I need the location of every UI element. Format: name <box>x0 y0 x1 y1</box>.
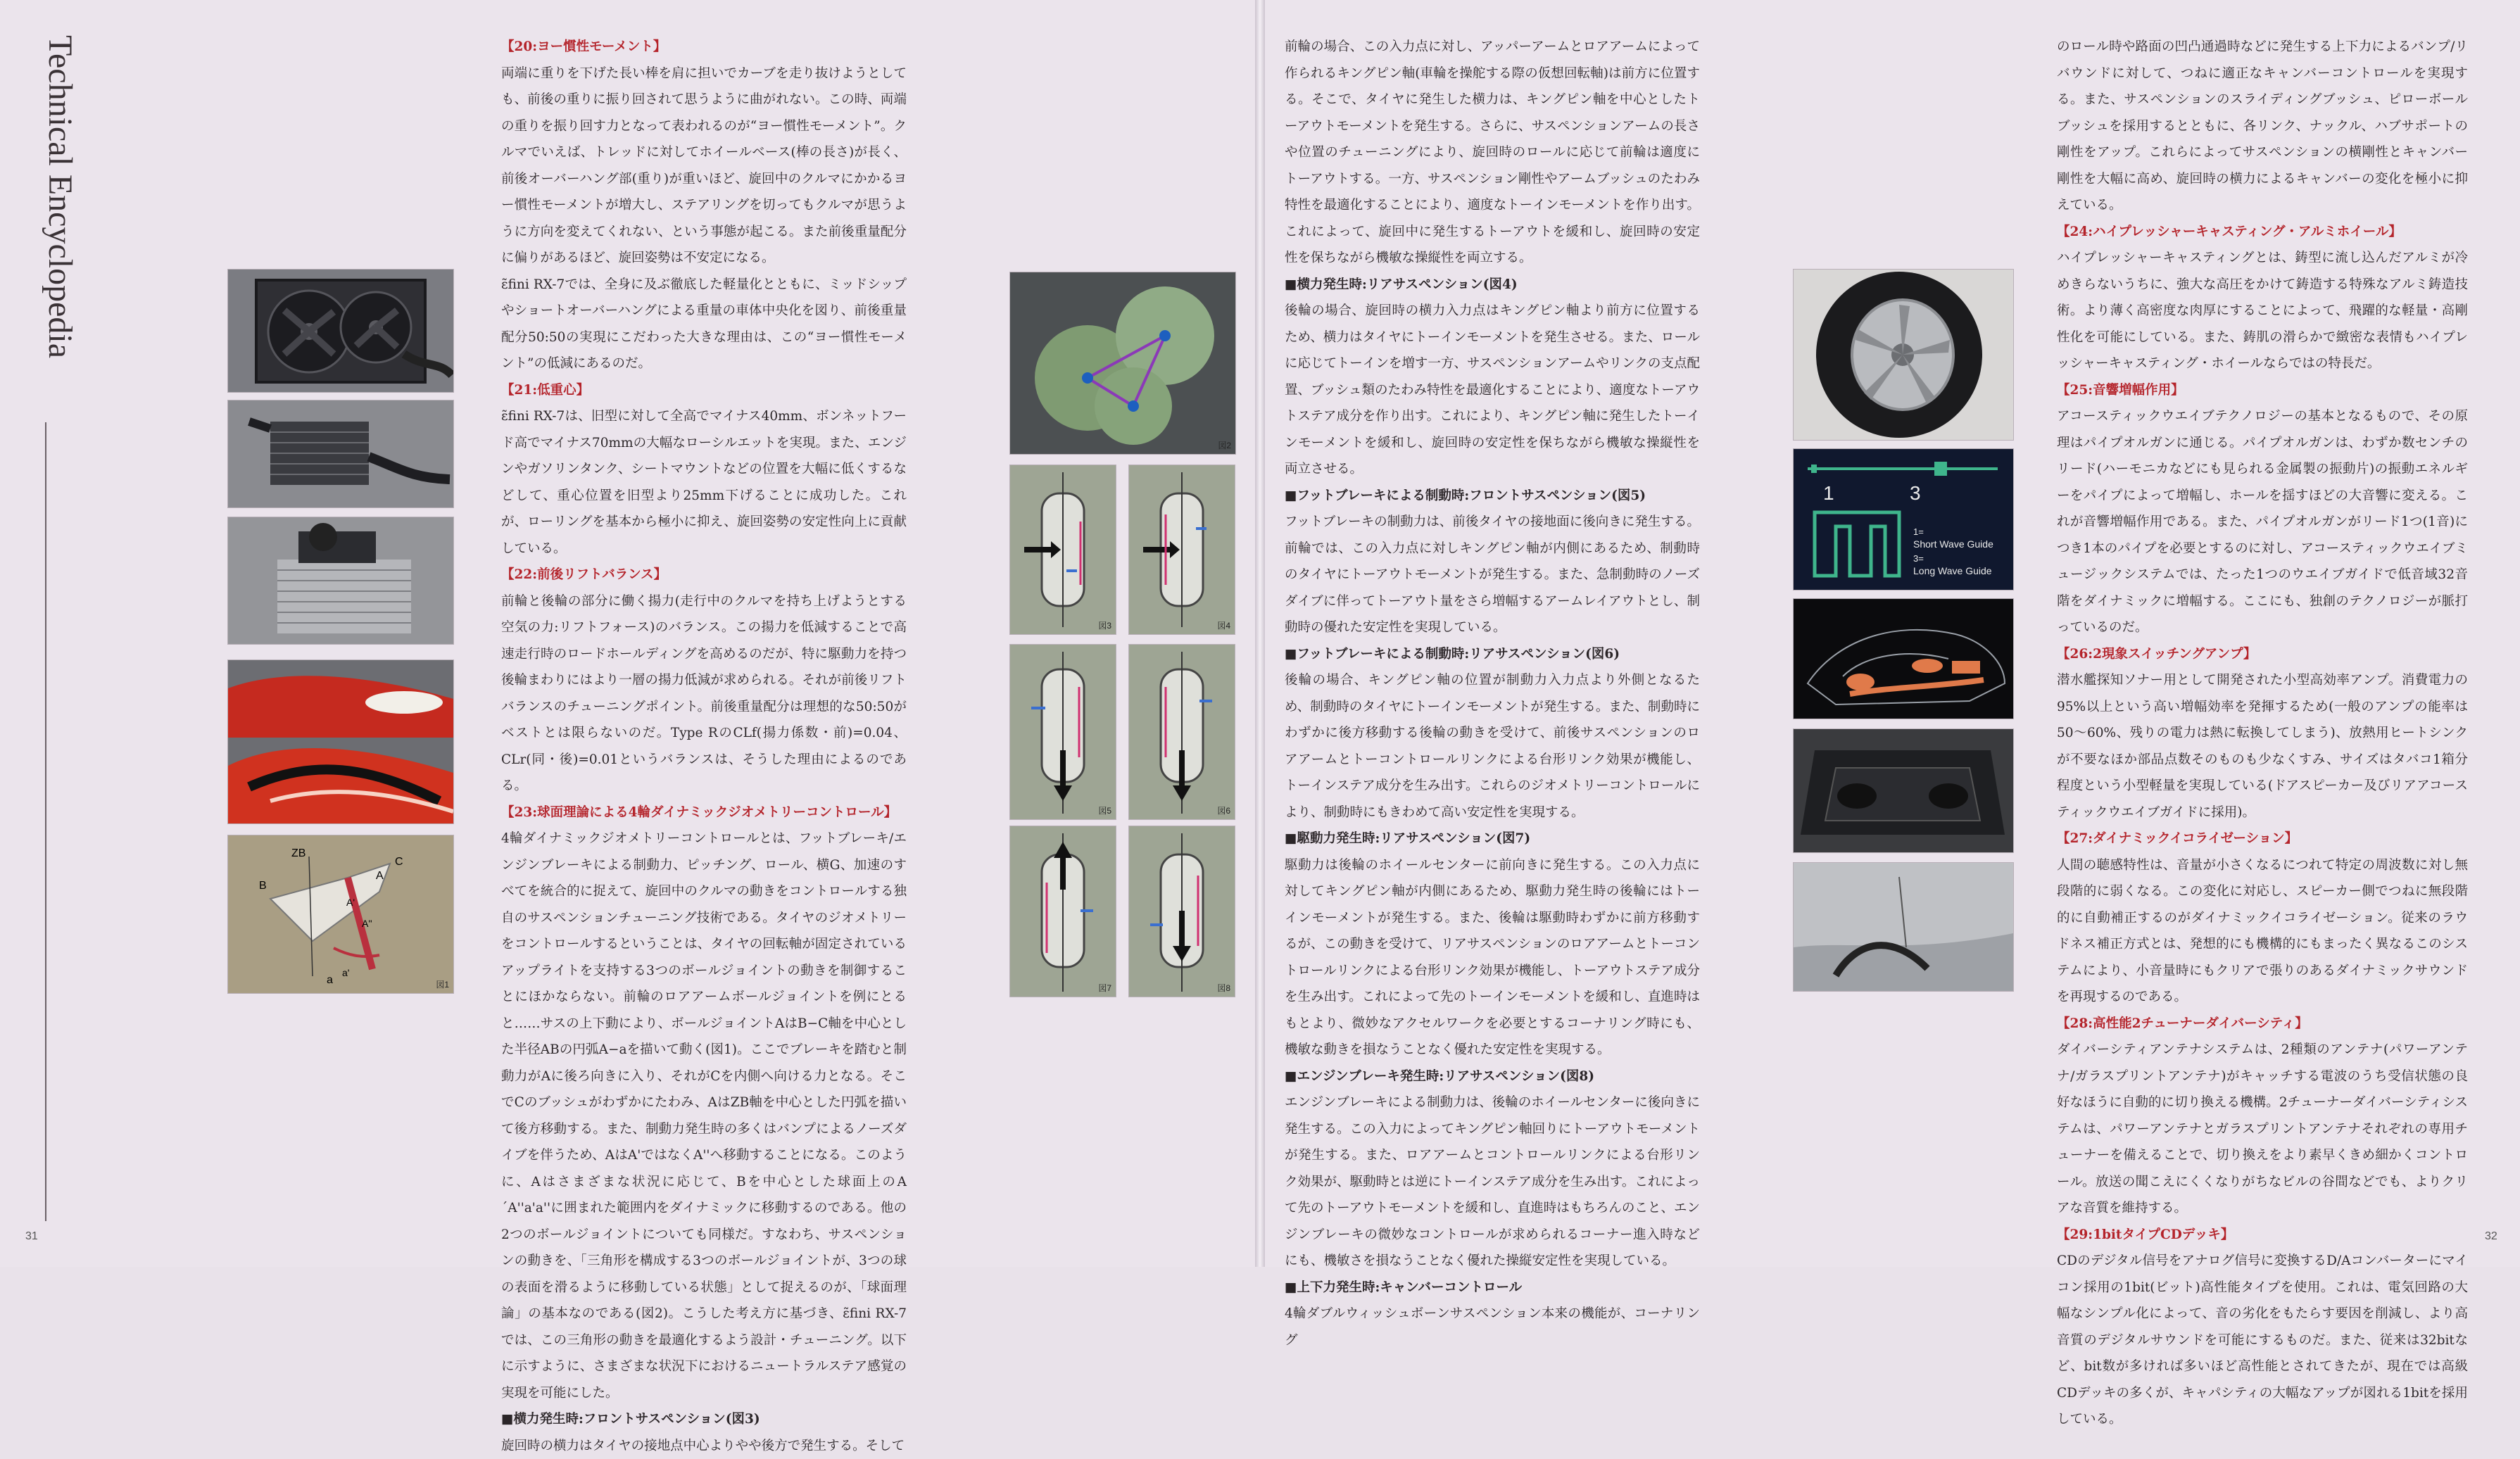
fig1-label-a-double-prime: A'' <box>362 918 372 929</box>
figure-2-sphere-theory <box>1009 272 1236 455</box>
photo-turbo-intercooler <box>227 517 454 645</box>
wave-guide-legend-1: 1= <box>1913 526 1924 537</box>
figure-8-diagram <box>1129 826 1235 997</box>
figure-8 <box>1128 826 1235 997</box>
wave-guide-number-3: 3 <box>1910 482 1921 504</box>
turbo-intercooler-image <box>228 517 453 644</box>
body-paragraph: ハイプレッシャーキャスティングとは、鋳型に流し込んだアルミが冷めきらないうちに、強大な高圧をかけて鋳造する特殊なアルミ鋳造技術。より薄く高密度な肉厚にすることによって、飛躍的な軽量・高剛性化を可能にしている。また、鋳肌の滑らかで緻密な表情もハイプレッシャーキャスティング・ホイールならではの特長だ。 <box>2057 245 2468 377</box>
photo-red-car-rear <box>227 659 454 824</box>
body-paragraph: ダイバーシティアンテナシステムは、2種類のアンテナ(パワーアンテナ/ガラスプリントアンテナ)がキャッチする電波のうち受信状態の良好なほうに自動的に切り換える機構。2チューナーダイバーシティシステムは、パワーアンテナとガラスプリントアンテナそれぞれの専用チューナーを備えることで、切り換えをより素早くきめ細かくコントロール。放送の聞こえにくくなりがちなビルの谷間などでも、よりクリアな音質を維持する。 <box>2057 1037 2468 1222</box>
wave-guide-diagram <box>1794 449 2013 590</box>
left-page <box>0 0 1255 1267</box>
section-heading: 【21:低重心】 <box>501 377 907 404</box>
text-column-2 <box>1285 34 1700 1353</box>
figure-2-diagram <box>1010 272 1235 454</box>
figure-6 <box>1128 644 1235 820</box>
section-heading: 【24:ハイプレッシャーキャスティング・アルミホイール】 <box>2057 219 2468 246</box>
figure-4 <box>1128 465 1235 635</box>
figure-5 <box>1009 644 1116 820</box>
text-column-3 <box>2057 34 2468 1433</box>
wave-guide-legend-3: 3= <box>1913 553 1924 564</box>
page-number-right: 32 <box>2485 1230 2497 1243</box>
fig1-label-c: C <box>395 856 403 868</box>
body-paragraph: 4輪ダイナミックジオメトリーコントロールとは、フットブレーキ/エンジンブレーキによる制動力、ピッチング、ロール、横G、加速のすべてを統合的に捉えて、旋回中のクルマの動きをコントロールする独自のサスペンションチューニング技術である。タイヤのジオメトリーをコントロールするということは、タイヤの回転軸が固定されているアップライトを支持する3つのボールジョイントの動きを制御することにほかならない。前輪のロアアームボールジョイントを例にとると……サスの上下動により、ボールジョイントAはB−C軸を中心とした半径ABの円弧A−aを描いて動く(図1)。ここでブレーキを踏むと制動力がAに後ろ向きに入り、それがCを内側へ向ける力となる。そこでCのブッシュがわずかにたわみ、AはZB軸を中心とした円弧を描いて後方移動する。また、制動力発生時の多くはバンプによるノーズダイブを伴うため、AはA'ではなくA''へ移動することになる。このように、Aはさまざまな状況に応じて、Bを中心とした球面上のA´A''a'a''に囲まれた範囲内をダイナミックに移動するのである。他の2つのボールジョイントについても同様だ。すなわち、サスペンションの動きを、「三角形を構成する3つのボールジョイントが、3つの球の表面を滑るように移動している状態」として捉えるのが、「球面理論」の基本なのである(図2)。こうした考え方に基づき、ɛ̃fini RX-7では、この三角形の動きを最適化するよう設計・チューニング。以下に示すように、さまざまな状況下におけるニュートラルステア感覚の実現を可能にした。 <box>501 826 907 1406</box>
figure-7-label: 図7 <box>1098 982 1111 994</box>
body-paragraph: アコースティックウエイブテクノロジーの基本となるもので、その原理はパイプオルガンに通じる。パイプオルガンは、わずか数センチのリード(ハーモニカなどにも見られる金属製の振動片)の振動エネルギーをパイプによって増幅し、ホールを揺すほどの大音響に変える。これが音響増幅作用である。また、パイプオルガンがリード1つ(1音)につき1本のパイプを必要とするのに対し、アコースティックウエイブミュージックシステムでは、たった1つのウエイブガイドで低音域32音階をダイナミックに増幅する。ここにも、独創のテクノロジーが脈打っているのだ。 <box>2057 403 2468 641</box>
figure-1-diagram <box>228 835 453 993</box>
fig1-label-zb: ZB <box>291 847 305 859</box>
figure-6-label: 図6 <box>1217 804 1230 816</box>
sub-heading: ■上下力発生時:キャンバーコントロール <box>1285 1275 1700 1301</box>
figure-3-label: 図3 <box>1098 619 1111 631</box>
wave-guide-number-1: 1 <box>1823 482 1834 504</box>
photo-trunk-interior <box>1793 728 2014 853</box>
figure-wave-guide <box>1793 448 2014 590</box>
figure-4-label: 図4 <box>1217 619 1230 631</box>
body-paragraph: 後輪の場合、キングピン軸の位置が制動力入力点より外側となるため、制動時のタイヤにトーインモーメントが発生する。また、制動時にわずかに後方移動する後輪の動きを受けて、前後サスペンションのロアアームとトーコントロールリンクによる台形リンク効果が機能し、トーインステア成分を生み出す。これらのジオメトリーコントロールにより、制動時にもきわめて高い安定性を実現する。 <box>1285 667 1700 826</box>
text-column-1 <box>501 34 907 1459</box>
sub-heading: ■横力発生時:フロントサスペンション(図3) <box>501 1406 907 1433</box>
sub-heading: ■フットブレーキによる制動時:フロントサスペンション(図5) <box>1285 483 1700 510</box>
figure-3 <box>1009 465 1116 635</box>
figure-1-label: 図1 <box>436 978 449 990</box>
fig1-label-b: B <box>259 880 267 892</box>
wave-guide-long-label: Long Wave Guide <box>1913 565 1992 576</box>
figure-1-suspension-arm <box>227 835 454 994</box>
alloy-wheel-image <box>1794 270 2013 440</box>
sub-heading: ■フットブレーキによる制動時:リアサスペンション(図6) <box>1285 641 1700 668</box>
sub-heading: ■横力発生時:リアサスペンション(図4) <box>1285 272 1700 298</box>
section-heading: 【22:前後リフトバランス】 <box>501 562 907 588</box>
section-heading: 【29:1bitタイプCDデッキ】 <box>2057 1222 2468 1249</box>
body-paragraph: のロール時や路面の凹凸通過時などに発生する上下力によるバンプ/リバウンドに対して、つねに適正なキャンバーコントロールを実現する。また、サスペンションのスライディングブッシュ、ピローボールブッシュを採用するとともに、各リンク、ナックル、ハブサポートの剛性をアップ。これらによってサスペンションの横剛性とキャンバー剛性を大幅に高め、旋回時の横力によるキャンバーの変化を極小に抑えている。 <box>2057 34 2468 219</box>
red-car-rear-image <box>228 660 453 823</box>
book-gutter <box>1255 0 1265 1267</box>
body-paragraph: 駆動力は後輪のホイールセンターに前向きに発生する。この入力点に対してキングピン軸が内側にあるため、駆動力発生時の後輪にはトーインモーメントが発生する。また、後輪は駆動時わずかに前方移動するが、この動きを受けて、リアサスペンションのロアアームとトーコントロールリンクによる台形リンク効果が機能し、トーアウトステア成分を生み出す。これによって先のトーインモーメントを緩和し、直進時はもとより、微妙なアクセルワークを必要とするコーナリング時にも、機敏な動きを損なうことなく優れた安定性を実現する。 <box>1285 852 1700 1063</box>
section-heading: 【25:音響増幅作用】 <box>2057 377 2468 404</box>
section-heading: 【26:2現象スイッチングアンプ】 <box>2057 641 2468 668</box>
radiator-fans-image <box>228 270 453 392</box>
section-heading: 【27:ダイナミックイコライゼーション】 <box>2057 826 2468 852</box>
photo-alloy-wheel <box>1793 269 2014 441</box>
wave-guide-short-label: Short Wave Guide <box>1913 538 1993 550</box>
body-paragraph: 旋回時の横力はタイヤの接地点中心よりやや後方で発生する。そして <box>501 1433 907 1459</box>
fig1-label-a: A <box>376 870 384 882</box>
figure-3-diagram <box>1010 465 1116 634</box>
figure-5-label: 図5 <box>1098 804 1111 816</box>
photo-antenna <box>1793 862 2014 992</box>
figure-7 <box>1009 826 1116 997</box>
section-heading: 【28:高性能2チューナーダイバーシティ】 <box>2057 1011 2468 1037</box>
figure-4-diagram <box>1129 465 1235 634</box>
book-title: Technical Encyclopedia <box>39 35 81 429</box>
body-paragraph: 人間の聴感特性は、音量が小さくなるにつれて特定の周波数に対し無段階的に弱くなる。この変化に対応し、スピーカー側でつねに無段階的に自動補正するのがダイナミックイコライゼーション。従来のラウドネス補正方式とは、発想的にも機構的にもまったく異なるこのシステムにより、小音量時にもクリアで張りのあるダイナミックサウンドを再現するのである。 <box>2057 852 2468 1011</box>
body-paragraph: 4輪ダブルウィッシュボーンサスペンション本来の機能が、コーナリング <box>1285 1301 1700 1353</box>
body-paragraph: 後輪の場合、旋回時の横力入力点はキングピン軸より前方に位置するため、横力はタイヤにトーインモーメントを発生させる。また、ロールに応じてトーインを増す一方、サスペンションアームやリンクの支点配置、ブッシュ類のたわみ特性を最適化することにより、適度なトーアウトステア成分を作り出す。これにより、キングピン軸に発生したトーインモーメントを緩和し、旋回時の安定性を保ちながら機敏な操縦性を両立させる。 <box>1285 298 1700 483</box>
right-page <box>1265 0 2520 1267</box>
figure-2-label: 図2 <box>1218 439 1231 451</box>
intercooler-image <box>228 400 453 507</box>
section-heading: 【20:ヨー慣性モーメント】 <box>501 34 907 61</box>
sub-heading: ■駆動力発生時:リアサスペンション(図7) <box>1285 826 1700 852</box>
figure-5-diagram <box>1010 645 1116 819</box>
body-paragraph: 潜水艦探知ソナー用として開発された小型高効率アンプ。消費電力の95%以上という高い増幅効率を発揮するため(一般のアンプの能率は50〜60%、残りの電力は熱に転換してしまう)、放熱用ヒートシンクが不要なほか部品点数そのものも少なくすみ、サイズはタバコ1箱分程度という小型軽量を実現している(ドアスピーカー及びリアアコースティックウエイブガイドに採用)。 <box>2057 667 2468 826</box>
trunk-interior-image <box>1794 729 2013 852</box>
figure-8-label: 図8 <box>1217 982 1230 994</box>
body-paragraph: ɛ̃fini RX-7は、旧型に対して全高でマイナス40mm、ボンネットフード高でマイナス70mmの大幅なローシルエットを実現。また、エンジンやガソリンタンク、シートマウントなどの位置を大幅に低くするなどして、重心位置を旧型より25mm下げることに成功した。これが、ローリングを基本から極小に抑え、旋回姿勢の安定性向上に貢献している。 <box>501 403 907 562</box>
figure-6-diagram <box>1129 645 1235 819</box>
car-audio-layout-image <box>1794 599 2013 719</box>
antenna-image <box>1794 863 2013 991</box>
body-paragraph: フットブレーキの制動力は、前後タイヤの接地面に後向きに発生する。前輪では、この入力点に対しキングピン軸が内側にあるため、制動時のタイヤにトーアウトモーメントが発生する。また、急制動時のノーズダイブに伴ってトーアウト量をさら増幅するアームレイアウトとし、制動時の優れた安定性を実現している。 <box>1285 509 1700 641</box>
body-paragraph: CDのデジタル信号をアナログ信号に変換するD/Aコンバーターにマイコン採用の1bit(ビット)高性能タイプを使用。これは、電気回路の大幅なシンプル化によって、音の劣化をもたらす要因を削減し、より高音質のデジタルサウンドを可能にするものだ。また、従来は32bitなど、bit数が多ければ多いほど高性能とされてきたが、現在では高級CDデッキの多くが、キャパシティの大幅なアップが図れる1bitを採用している。 <box>2057 1248 2468 1433</box>
section-heading: 【23:球面理論による4輪ダイナミックジオメトリーコントロール】 <box>501 800 907 826</box>
page-number-left: 31 <box>25 1230 38 1243</box>
body-paragraph: 前輪の場合、この入力点に対し、アッパーアームとロアアームによって作られるキングピン軸(車輪を操舵する際の仮想回転軸)は前方に位置する。そこで、タイヤに発生した横力は、キングピン軸を中心としたトーアウトモーメントを発生する。さらに、サスペンションアームの長さや位置のチューニングにより、旋回時のロールに応じて前輪は適度にトーアウトする。一方、サスペンション剛性やアームブッシュのたわみ特性を最適化することにより、適度なトーインモーメントを作り出す。これによって、旋回中に発生するトーアウトを緩和し、旋回時の安定性を保ちながら機敏な操縦性を両立する。 <box>1285 34 1700 272</box>
sub-heading: ■エンジンブレーキ発生時:リアサスペンション(図8) <box>1285 1063 1700 1090</box>
body-paragraph: 前輪と後輪の部分に働く揚力(走行中のクルマを持ち上げようとする空気の力:リフトフォース)のバランス。この揚力を低減することで高速走行時のロードホールディングを高めるのだが、特に駆動力を持つ後輪まわりにはより一層の揚力低減が求められる。それが前後リフトバランスのチューニングポイント。前後重量配分は理想的な50:50がベストとは限らないのだ。Type RのCLf(揚力係数・前)=0.04、CLr(同・後)=0.01というバランスは、そうした理由によるのである。 <box>501 588 907 800</box>
body-paragraph: エンジンブレーキによる制動力は、後輪のホイールセンターに後向きに発生する。この入力によってキングピン軸回りにトーアウトモーメントが発生する。また、ロアアームとコントロールリンクによる台形リンク効果が、駆動時とは逆にトーインステア成分を生み出す。これによって先のトーアウトモーメントを緩和し、直進時はもちろんのこと、エンジンブレーキの微妙なコントロールが求められるコーナー進入時などにも、機敏さを損なうことなく優れた操縦安定性を実現している。 <box>1285 1089 1700 1275</box>
body-paragraph: ɛ̃fini RX-7では、全身に及ぶ徹底した軽量化とともに、ミッドシップやショートオーバーハングによる重量の車体中央化を図り、前後重量配分50:50の実現にこだわった大きな理由は、この“ヨー慣性モーメント”の低減にあるのだ。 <box>501 272 907 377</box>
fig1-label-a-prime: A' <box>346 897 355 908</box>
fig1-label-small-a-prime: a' <box>342 967 349 978</box>
figure-7-diagram <box>1010 826 1116 997</box>
photo-car-audio-layout <box>1793 598 2014 719</box>
photo-radiator-fans <box>227 269 454 393</box>
photo-intercooler <box>227 400 454 508</box>
fig1-label-small-a: a <box>327 974 333 986</box>
body-paragraph: 両端に重りを下げた長い棒を肩に担いでカーブを走り抜けようとしても、前後の重りに振り回されて思うように曲がれない。この時、両端の重りを振り回す力となって表われるのが“ヨー慣性モーメント”。クルマでいえば、トレッドに対してホイールベース(棒の長さ)が長く、前後オーバーハング部(重り)が重いほど、旋回中のクルマにかかるヨー慣性モーメントが増大し、ステアリングを切ってもクルマが思うように方向を変えてくれない、という事態が起こる。また前後重量配分に偏りがあるほど、旋回姿勢は不安定になる。 <box>501 61 907 272</box>
title-rule <box>45 422 46 1221</box>
